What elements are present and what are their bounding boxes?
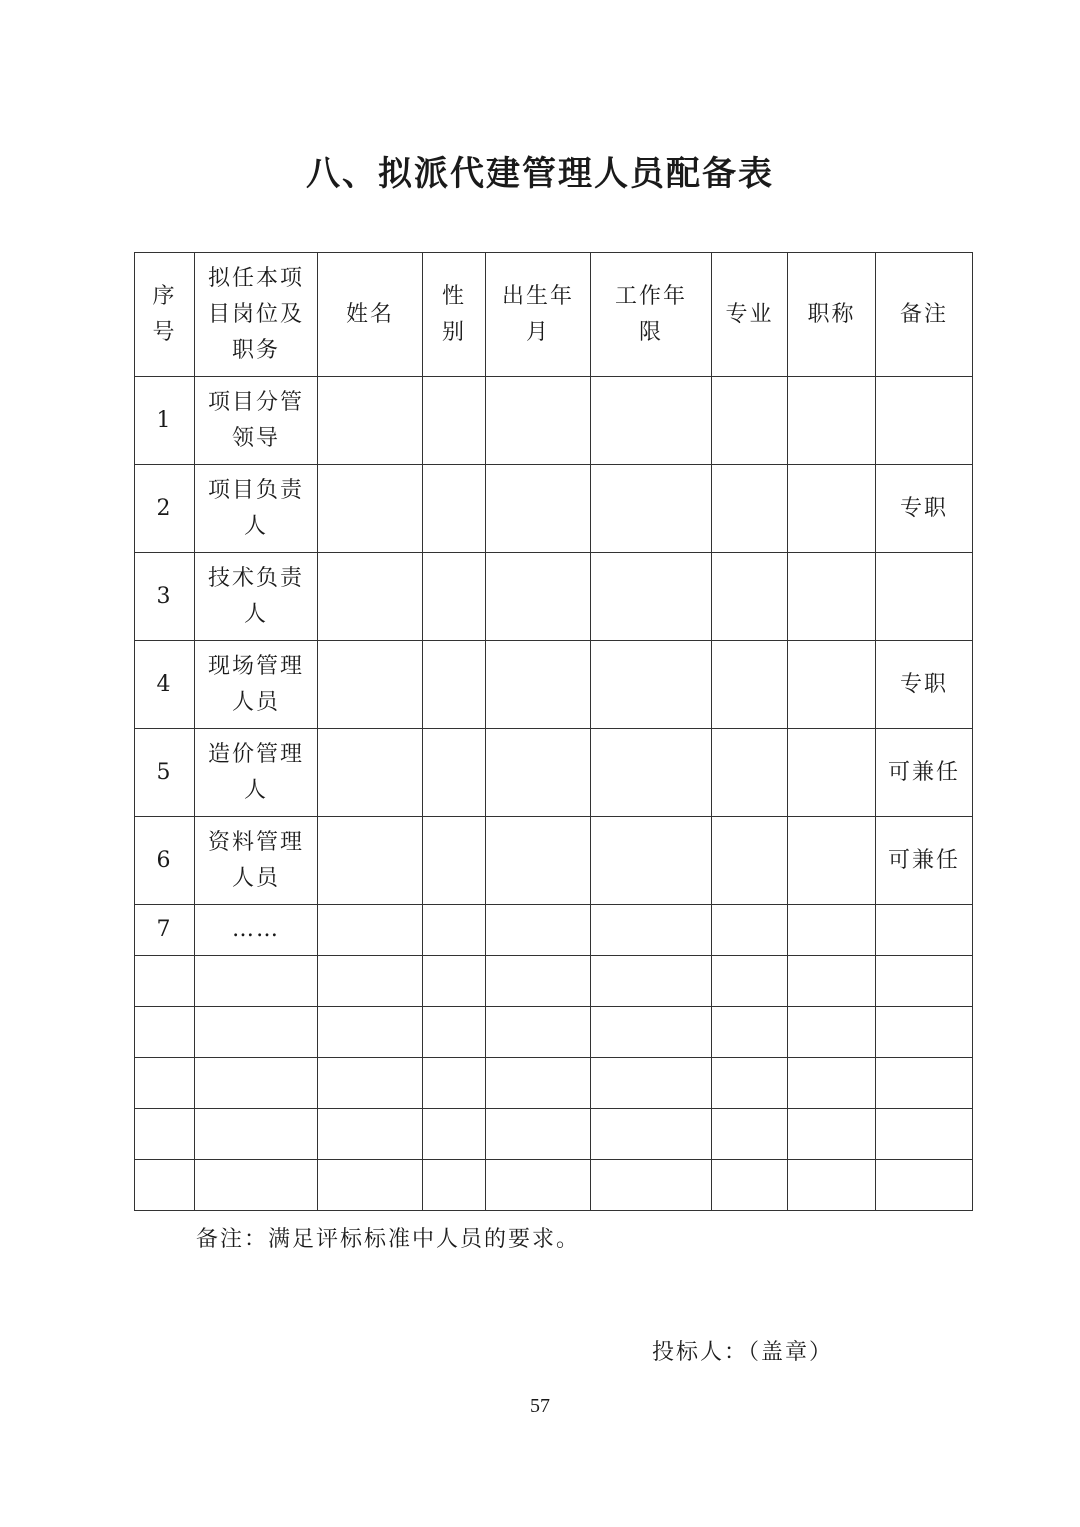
table-row: [135, 641, 973, 729]
cell-major: [712, 377, 788, 465]
cell-index: [135, 1160, 195, 1211]
cell-gender: [423, 641, 486, 729]
bidder-signature: 投标人：（盖章）: [652, 1340, 834, 1365]
cell-title: [788, 956, 876, 1007]
table-row: [135, 817, 973, 905]
cell-remark: [876, 1109, 973, 1160]
cell-index: 4: [135, 641, 195, 729]
table-row: [135, 553, 973, 641]
cell-remark: [876, 1007, 973, 1058]
table-row: [135, 1160, 973, 1211]
cell-index: 5: [135, 729, 195, 817]
cell-index: 7: [135, 905, 195, 956]
table-row: [135, 905, 973, 956]
cell-index: 3: [135, 553, 195, 641]
cell-major: [712, 1007, 788, 1058]
cell-work-years: [591, 817, 712, 905]
cell-title: [788, 1109, 876, 1160]
header-name: 姓名: [318, 253, 423, 377]
cell-name: [318, 1160, 423, 1211]
cell-gender: [423, 905, 486, 956]
cell-work-years: [591, 377, 712, 465]
cell-remark: 可兼任: [876, 817, 973, 905]
cell-work-years: [591, 641, 712, 729]
cell-work-years: [591, 729, 712, 817]
header-remark: 备注: [876, 253, 973, 377]
cell-title: [788, 729, 876, 817]
cell-name: [318, 956, 423, 1007]
cell-gender: [423, 465, 486, 553]
table-row: [135, 729, 973, 817]
cell-major: [712, 729, 788, 817]
cell-position: [195, 1160, 318, 1211]
cell-major: [712, 1160, 788, 1211]
cell-index: [135, 1109, 195, 1160]
cell-major: [712, 905, 788, 956]
cell-remark: [876, 377, 973, 465]
cell-birth: [486, 1160, 591, 1211]
cell-major: [712, 1109, 788, 1160]
cell-remark: [876, 956, 973, 1007]
cell-gender: [423, 377, 486, 465]
cell-position: [195, 956, 318, 1007]
cell-name: [318, 729, 423, 817]
header-gender: 性 别: [423, 253, 486, 377]
cell-title: [788, 905, 876, 956]
staff-allocation-table: [134, 252, 973, 1211]
cell-birth: [486, 641, 591, 729]
cell-birth: [486, 553, 591, 641]
cell-gender: [423, 1160, 486, 1211]
cell-name: [318, 465, 423, 553]
cell-name: [318, 1058, 423, 1109]
cell-position: 现场管理 人员: [195, 641, 318, 729]
cell-work-years: [591, 1109, 712, 1160]
header-work-years: 工作年 限: [591, 253, 712, 377]
cell-major: [712, 553, 788, 641]
cell-name: [318, 641, 423, 729]
cell-position: 技术负责 人: [195, 553, 318, 641]
table-row: [135, 465, 973, 553]
cell-position: [195, 1058, 318, 1109]
table-row: [135, 1058, 973, 1109]
cell-birth: [486, 956, 591, 1007]
header-position: 拟任本项 目岗位及 职务: [195, 253, 318, 377]
cell-work-years: [591, 553, 712, 641]
cell-major: [712, 641, 788, 729]
cell-gender: [423, 1007, 486, 1058]
cell-gender: [423, 553, 486, 641]
page-title: 八、拟派代建管理人员配备表: [306, 154, 774, 194]
cell-remark: 专职: [876, 465, 973, 553]
cell-position: 项目分管 领导: [195, 377, 318, 465]
cell-title: [788, 1160, 876, 1211]
cell-position: ……: [195, 905, 318, 956]
header-index: 序 号: [135, 253, 195, 377]
cell-position: 造价管理 人: [195, 729, 318, 817]
cell-position: 项目负责 人: [195, 465, 318, 553]
cell-title: [788, 553, 876, 641]
cell-major: [712, 1058, 788, 1109]
page-number: 57: [530, 1395, 550, 1417]
cell-title: [788, 1007, 876, 1058]
cell-work-years: [591, 1160, 712, 1211]
table-row: [135, 1109, 973, 1160]
cell-index: [135, 1007, 195, 1058]
cell-work-years: [591, 1058, 712, 1109]
cell-birth: [486, 1109, 591, 1160]
cell-index: 2: [135, 465, 195, 553]
cell-remark: [876, 905, 973, 956]
cell-major: [712, 956, 788, 1007]
cell-position: [195, 1109, 318, 1160]
cell-index: [135, 1058, 195, 1109]
cell-index: [135, 956, 195, 1007]
cell-name: [318, 905, 423, 956]
cell-name: [318, 817, 423, 905]
cell-birth: [486, 1007, 591, 1058]
table-row: [135, 377, 973, 465]
cell-birth: [486, 465, 591, 553]
table-header-row: [135, 253, 973, 377]
cell-index: 6: [135, 817, 195, 905]
cell-remark: [876, 553, 973, 641]
cell-remark: 可兼任: [876, 729, 973, 817]
cell-gender: [423, 956, 486, 1007]
header-title: 职称: [788, 253, 876, 377]
table-row: [135, 1007, 973, 1058]
cell-gender: [423, 817, 486, 905]
cell-birth: [486, 817, 591, 905]
cell-name: [318, 553, 423, 641]
cell-gender: [423, 1058, 486, 1109]
cell-position: [195, 1007, 318, 1058]
cell-title: [788, 465, 876, 553]
cell-name: [318, 377, 423, 465]
cell-title: [788, 641, 876, 729]
cell-title: [788, 377, 876, 465]
cell-birth: [486, 377, 591, 465]
header-birth: 出生年 月: [486, 253, 591, 377]
cell-title: [788, 1058, 876, 1109]
cell-work-years: [591, 956, 712, 1007]
cell-remark: 专职: [876, 641, 973, 729]
cell-position: 资料管理 人员: [195, 817, 318, 905]
cell-major: [712, 817, 788, 905]
cell-birth: [486, 1058, 591, 1109]
cell-title: [788, 817, 876, 905]
cell-work-years: [591, 905, 712, 956]
cell-remark: [876, 1160, 973, 1211]
cell-major: [712, 465, 788, 553]
table-row: [135, 956, 973, 1007]
cell-gender: [423, 729, 486, 817]
cell-work-years: [591, 1007, 712, 1058]
cell-birth: [486, 905, 591, 956]
cell-birth: [486, 729, 591, 817]
cell-remark: [876, 1058, 973, 1109]
cell-work-years: [591, 465, 712, 553]
cell-index: 1: [135, 377, 195, 465]
header-major: 专业: [712, 253, 788, 377]
cell-name: [318, 1109, 423, 1160]
cell-name: [318, 1007, 423, 1058]
cell-gender: [423, 1109, 486, 1160]
table-note: 备注：满足评标标准中人员的要求。: [196, 1227, 581, 1252]
